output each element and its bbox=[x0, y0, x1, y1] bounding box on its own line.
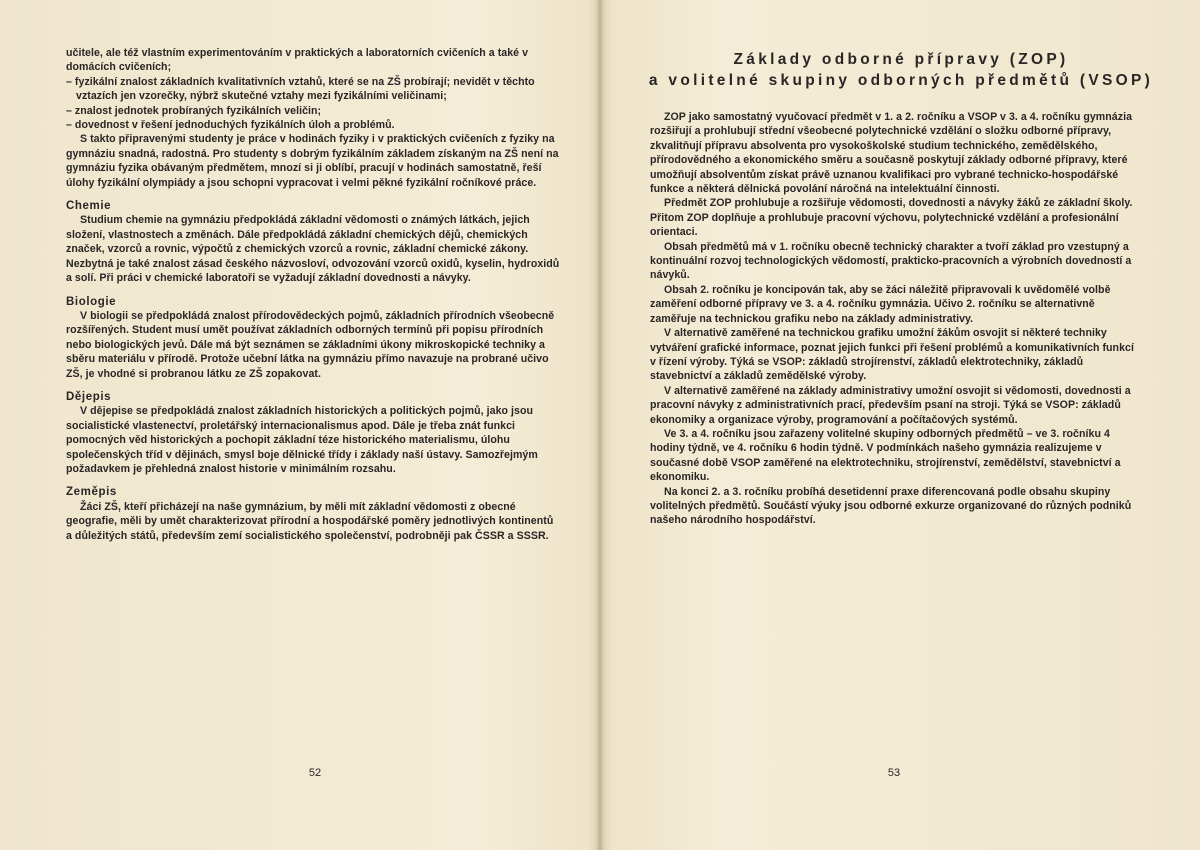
section-text-dejepis: V dějepise se předpokládá znalost základních historických a politických pojmů, jako jsou socialistické vlastenectví, proletářský internacionalismus apod. Dále je třeba znát funkci pomocných věd historických a pochopit základní téze historického materialismu, úlohu společenských tříd v dějinách, smysl boje dělnické třídy i základy naší ústavy. Samozřejmým požadavkem je přehledná znalost historie v minimálním rozsahu. bbox=[66, 405, 538, 475]
section-heading-chemie: Chemie bbox=[66, 200, 112, 213]
paragraph: Ve 3. a 4. ročníku jsou zařazeny volitelné skupiny odborných předmětů – ve 3. ročníku 4 hodiny týdně, ve 4. ročníku 6 hodin týdně. V podmínkách našeho gymnázia realizujeme v současné době VSOP zaměřené na elektrotechniku, strojírenství, zemědělství, stavebnictví a ekonomiku. bbox=[650, 427, 1121, 484]
left-text-column bbox=[66, 46, 560, 543]
section-heading-dejepis: Dějepis bbox=[66, 390, 112, 403]
page-number-right: 53 bbox=[887, 767, 901, 779]
intro-line: učitele, ale též vlastním experimentováním v praktických a laboratorních cvičeních a také v domácích cvičeních; bbox=[66, 47, 529, 74]
paragraph: Obsah 2. ročníku je koncipován tak, aby se žáci náležitě připravovali k uvědomělé volbě zaměření odborné přípravy ve 3. a 4. ročníku gymnázia. Učivo 2. ročníku se alternativně zaměřuje na technickou grafiku nebo na základy administrativy. bbox=[650, 283, 1111, 325]
intro-bullet: – znalost jednotek probíraných fyzikálních veličin; bbox=[66, 104, 322, 117]
section-text-biologie: V biologii se předpokládá znalost přírodovědeckých pojmů, základních přírodních všeobecně rozšířených. Student musí umět používat základních odborných termínů při popisu přírodních nebo biologických jevů. Dále má být seznámen se základními úkony mikroskopické techniky a sběru materiálu v přírodě. Protože učební látka na gymnáziu přímo navazuje na probrané učivo ZŠ, je vhodné si probranou látku ze ZŠ zopakovat. bbox=[66, 309, 555, 380]
paragraph: ZOP jako samostatný vyučovací předmět v 1. a 2. ročníku a VSOP v 3. a 4. ročníku gymnázia rozšiřují a prohlubují střední všeobecné polytechnické vzdělání o složku odborné přípravy, zkvalitňují přípravu absolventa pro vysokoškolské studium technického, zemědělského, přírodovědného a ekonomického směru a současně poskytují základy odborné přípravy, které umožňují absolventům získat právě uznanou kvalifikaci pro vybrané technicko-hospodářské funkce a některá dělnická povolání náročná na intelektuální činnosti. bbox=[650, 111, 1133, 196]
left-page bbox=[0, 0, 598, 850]
intro-bullet: – fyzikální znalost základních kvalitativních vztahů, které se na ZŠ probírají; nevidět v těchto vztazích jen vzorečky, nýbrž skutečné vztahy mezi fyzikálními veličinami; bbox=[66, 75, 535, 103]
section-heading-zemepis: Zeměpis bbox=[66, 486, 117, 499]
paragraph: V alternativě zaměřené na technickou grafiku umožní žákům osvojit si některé techniky vytváření grafické informace, poznat jejich funkci při řešení problémů a komunikativních funkcí v řízení výroby. Týká se VSOP: základů strojírenství, základů elektrotechniky, základů stavebnictví a základů zemědělské výroby. bbox=[650, 327, 1134, 383]
section-heading-biologie: Biologie bbox=[66, 295, 117, 308]
page-number-left: 52 bbox=[308, 767, 322, 779]
intro-bullet: – dovednost v řešení jednoduchých fyzikálních úloh a problémů. bbox=[66, 119, 395, 132]
right-page bbox=[602, 0, 1200, 850]
paragraph: Obsah předmětů má v 1. ročníku obecně technický charakter a tvoří základ pro vzestupný a kontinuální rozvoj technologických vědomostí, prakticko-pracovních a výrobních dovedností a návyků. bbox=[650, 240, 1132, 282]
right-text-column bbox=[650, 110, 1138, 528]
paragraph: Na konci 2. a 3. ročníku probíhá desetidenní praxe diferencovaná podle obsahu skupiny volitelných předmětů. Součástí výuky jsou odborné exkurze organizované do různých podniků našeho národního hospodářství. bbox=[650, 485, 1132, 527]
paragraph: Předmět ZOP prohlubuje a rozšiřuje vědomosti, dovednosti a návyky žáků ze základní školy. Přitom ZOP doplňuje a prohlubuje pracovní výchovu, polytechnické vzdělání a profesionální orientaci. bbox=[650, 197, 1133, 239]
page-subtitle: a volitelné skupiny odborných předmětů (VSOP) bbox=[648, 72, 1154, 89]
paragraph: V alternativě zaměřené na základy administrativy umožní osvojit si vědomosti, dovednosti a pracovní návyky z administrativních prací, především psaní na stroji. Týká se VSOP: základů ekonomiky a organizace výroby, programování a počítačových systémů. bbox=[650, 384, 1131, 426]
intro-paragraph: S takto připravenými studenty je práce v hodinách fyziky i v praktických cvičeních z fyziky na gymnáziu snadná, radostná. Pro studenty s dobrým fyzikálním základem získaným na ZŠ není na gymnáziu fyzika obávaným předmětem, mnozí si ji oblíbí, pracují v hodinách samostatně, řeší úlohy fyzikální olympiády a jsou schopni vypracovat i velmi pěkné fyzikální ročníkové práce. bbox=[66, 133, 559, 189]
section-text-zemepis: Žáci ZŠ, kteří přicházejí na naše gymnázium, by měli mít základní vědomosti z obecné geografie, měli by umět charakterizovat přírodní a hospodářské poměry jednotlivých kontinentů a důležitých států, především zemí socialistického společenství, podrobněji pak ČSSR a SSSR. bbox=[66, 500, 554, 542]
section-text-chemie: Studium chemie na gymnáziu předpokládá základní vědomosti o známých látkách, jejich složení, vlastnostech a změnách. Dále předpokládá základní chemických dějů, chemických značek, vzorců a rovnic, výpočtů z chemických vzorců a rovnic, základní chemické zákony. Nezbytná je také znalost zásad českého názvosloví, odvozování vzorců oxidů, kyselin, hydroxidů a solí. Při práci v chemické laboratoři se vyžadují základní dovednosti a návyky. bbox=[66, 214, 560, 285]
page-title: Základy odborné přípravy (ZOP) bbox=[733, 51, 1069, 68]
